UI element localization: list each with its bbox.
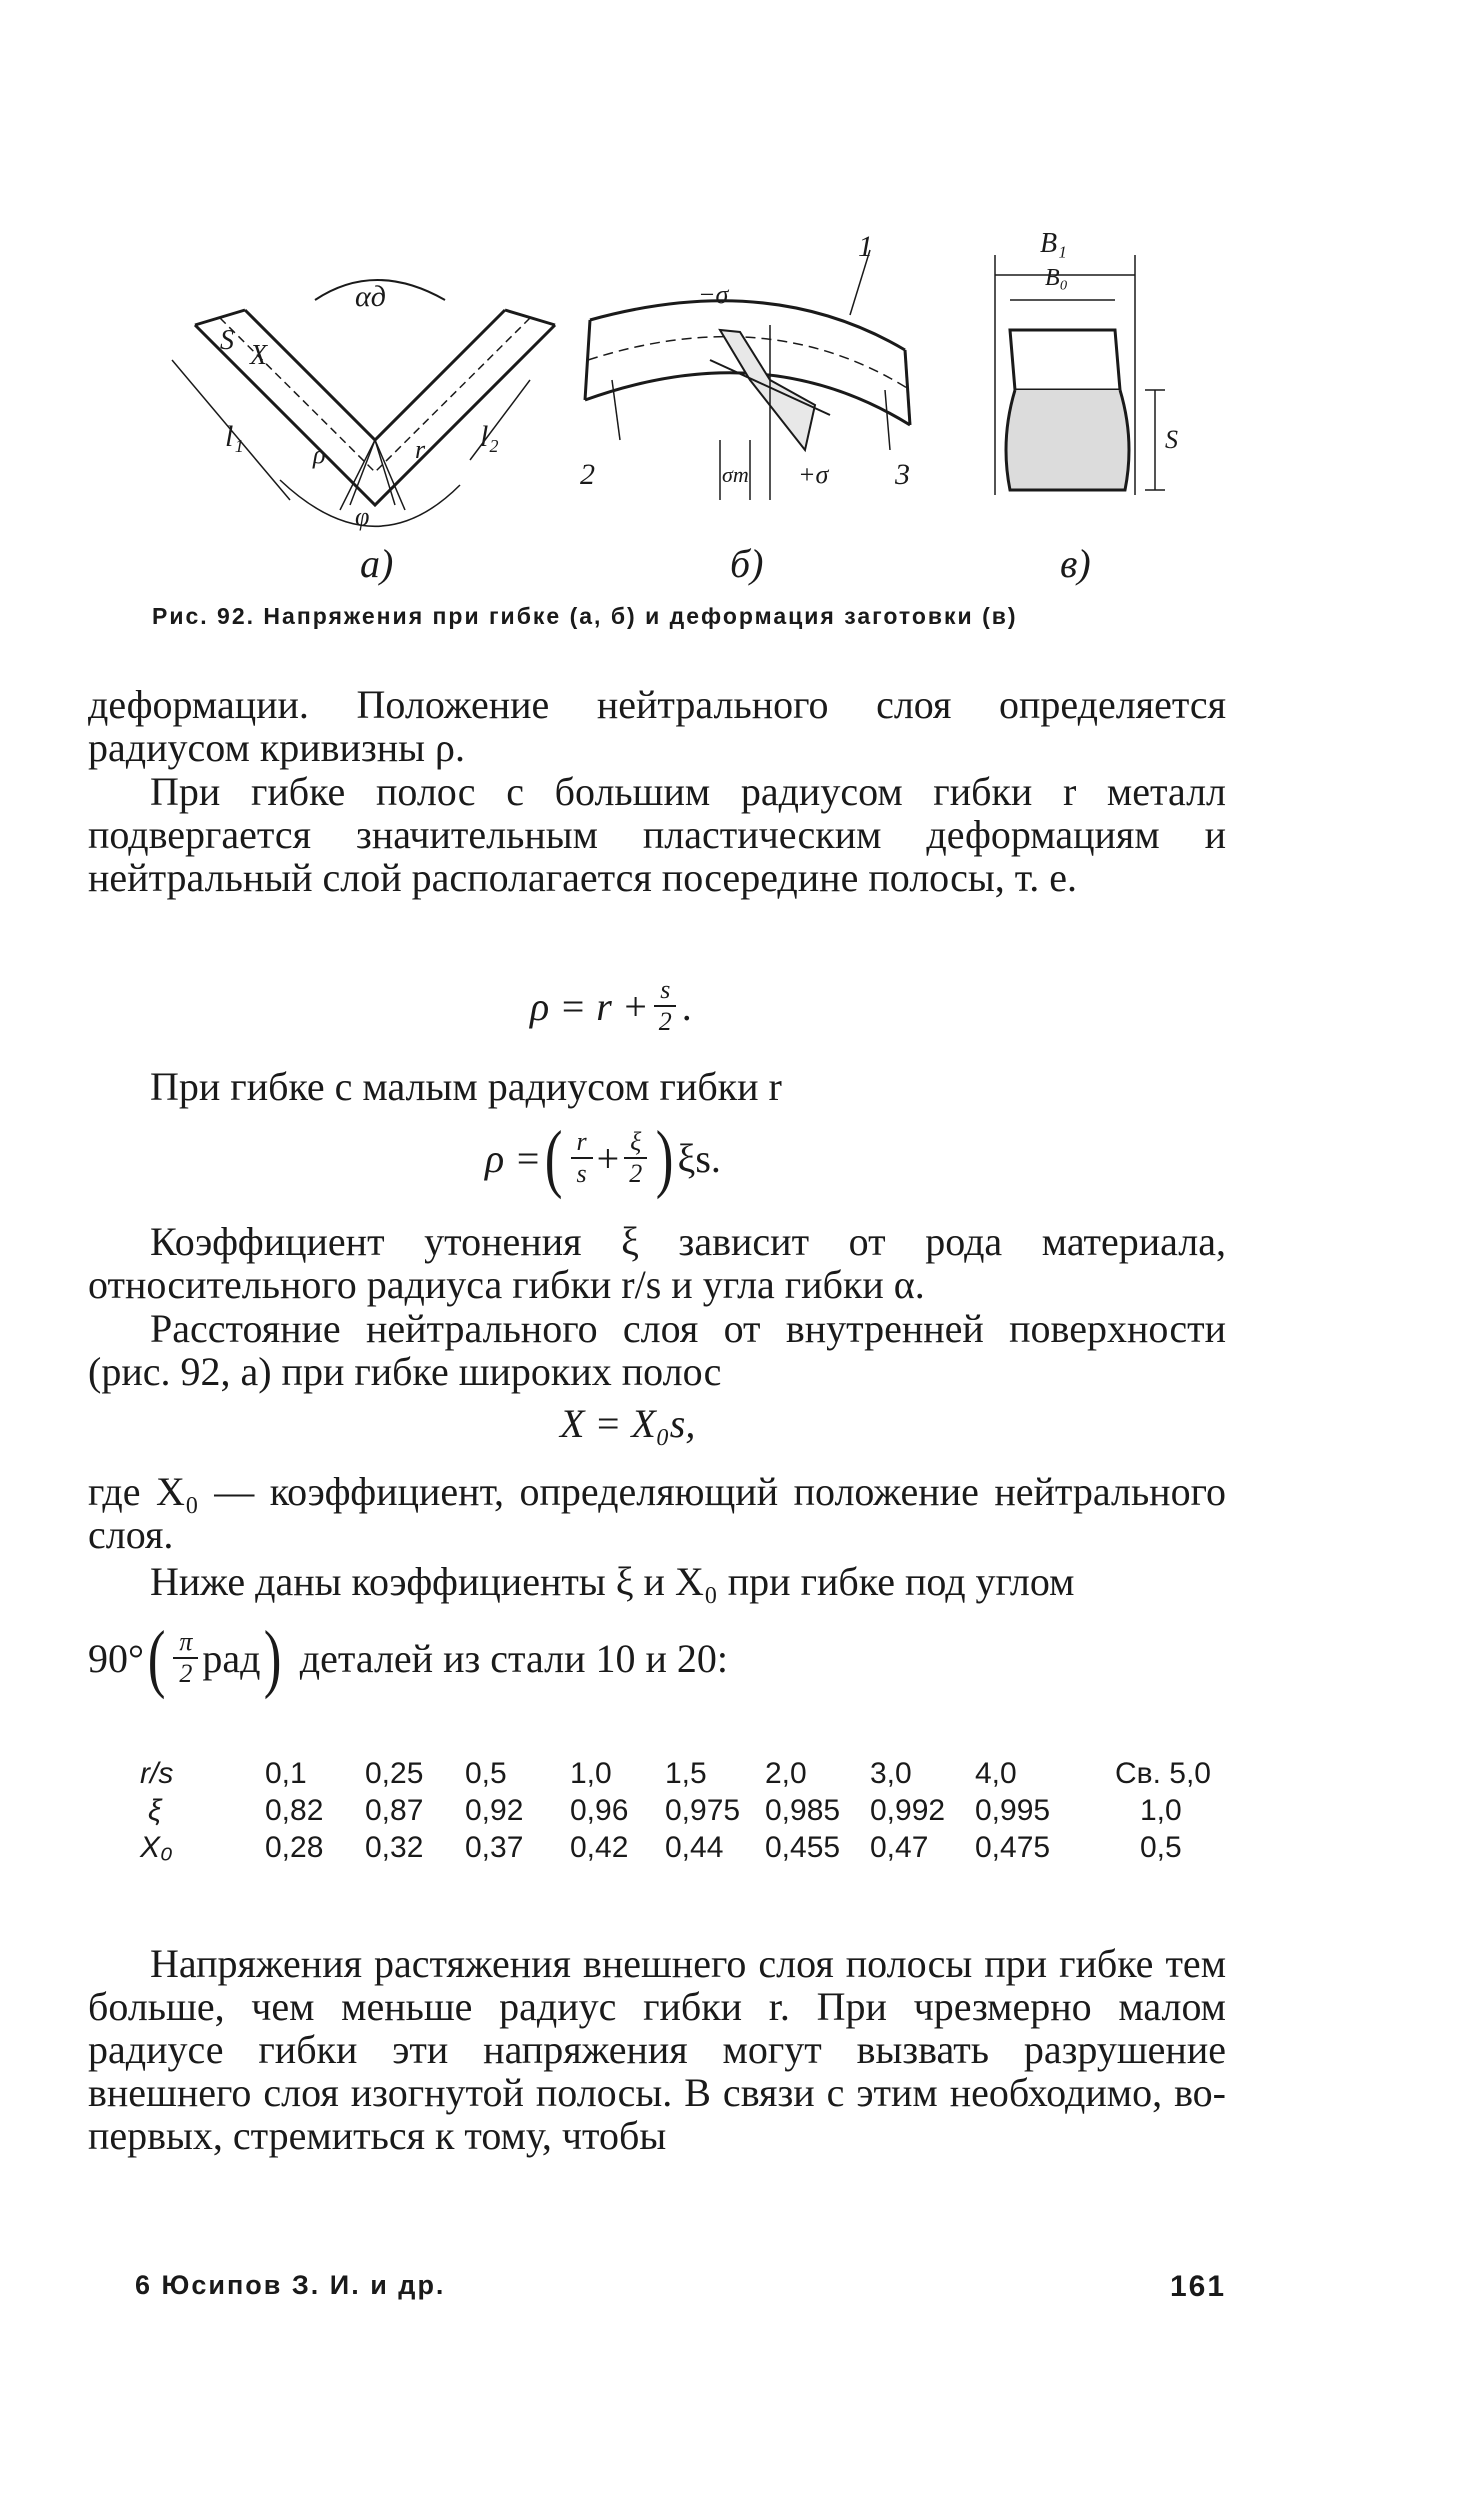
figure-a-bent-strip bbox=[172, 280, 555, 526]
formula-4-num: π bbox=[173, 1627, 198, 1659]
formula-1-den: 2 bbox=[658, 1007, 672, 1036]
table-header-cell: ξ bbox=[148, 1794, 162, 1827]
page-number: 161 bbox=[1170, 2270, 1227, 2303]
table-header-cell: r/s bbox=[140, 1757, 174, 1790]
table-cell: 0,475 bbox=[975, 1831, 1051, 1864]
formula-4-den: 2 bbox=[179, 1659, 193, 1688]
label-l1: l₁ bbox=[225, 420, 244, 453]
formula-1-end: . bbox=[681, 983, 692, 1029]
table-cell: 4,0 bbox=[975, 1757, 1017, 1790]
table-cell: 0,25 bbox=[365, 1757, 424, 1790]
table-cell: 0,42 bbox=[570, 1831, 629, 1864]
formula-4-post: деталей из стали 10 и 20: bbox=[299, 1635, 728, 1681]
formula-4-fraction bbox=[173, 1627, 198, 1689]
formula-2-lhs: ρ = bbox=[485, 1135, 542, 1181]
formula-rho-small-radius bbox=[485, 1116, 721, 1200]
table-cell: 1,0 bbox=[1140, 1794, 1182, 1827]
table-cell: 0,92 bbox=[465, 1794, 524, 1827]
table-cell: 1,0 bbox=[570, 1757, 612, 1790]
label-alpha: αд bbox=[355, 280, 386, 313]
formula-2-b-num: ξ bbox=[624, 1127, 647, 1159]
formula-rho-large-radius bbox=[530, 975, 692, 1037]
formula-1-lhs: ρ = r + bbox=[530, 983, 649, 1029]
label-r: r bbox=[415, 435, 426, 464]
formula-2-b-den: 2 bbox=[629, 1159, 643, 1188]
formula-2-plus: + bbox=[596, 1135, 620, 1181]
label-a: а) bbox=[360, 541, 394, 586]
label-v: в) bbox=[1060, 541, 1091, 586]
label-sigma-minus: −σ bbox=[698, 280, 729, 309]
label-2: 2 bbox=[580, 458, 595, 491]
formula-2-a-num: r bbox=[571, 1127, 593, 1159]
label-s: S bbox=[220, 325, 234, 356]
figure-92 bbox=[150, 228, 1230, 586]
table-cell: 0,455 bbox=[765, 1831, 841, 1864]
table-cell: 0,32 bbox=[365, 1831, 424, 1864]
formula-2-fraction-a bbox=[571, 1127, 593, 1189]
formula-2-end: ξs. bbox=[677, 1135, 721, 1181]
paragraph-8: Напряжения растяжения внешнего слоя полосы при гибке тем больше, чем меньше радиус гибки r. При чрезмерно малом радиусе гибки эти напряжения могут вызвать разрушение внешнего слоя изогнутой полосы. В связи с этим необходимо, во-первых, стремиться к тому, чтобы bbox=[88, 1941, 1226, 2158]
formula-2-fraction-b bbox=[623, 1127, 648, 1189]
table-cell: 0,87 bbox=[365, 1794, 424, 1827]
label-x: X bbox=[250, 340, 268, 371]
paragraph-6: где X₀ — коэффициент, определяющий положение нейтрального слоя. bbox=[88, 1469, 1226, 1557]
formula-4-close-paren: ) bbox=[264, 1616, 282, 1700]
table-cell: 0,47 bbox=[870, 1831, 929, 1864]
label-rho: ρ bbox=[313, 440, 326, 469]
figure-v-blank-section bbox=[995, 255, 1165, 495]
table-cell: 0,995 bbox=[975, 1794, 1051, 1827]
table-cell: 0,37 bbox=[465, 1831, 524, 1864]
formula-2-a-den: s bbox=[576, 1159, 587, 1188]
table-cell: 0,82 bbox=[265, 1794, 324, 1827]
paragraph-7: Ниже даны коэффициенты ξ и X₀ при гибке под углом bbox=[150, 1559, 1075, 1604]
label-s-right: S bbox=[1165, 425, 1178, 454]
table-cell: 0,992 bbox=[870, 1794, 946, 1827]
formula-x: X = X₀s, bbox=[560, 1401, 696, 1446]
figure-caption: Рис. 92. Напряжения при гибке (а, б) и деформация заготовки (в) bbox=[152, 603, 1018, 629]
formula-1-num: s bbox=[654, 975, 676, 1007]
table-cell: 3,0 bbox=[870, 1757, 912, 1790]
paragraph-1: деформации. Положение нейтрального слоя определяется радиусом кривизны ρ. bbox=[88, 682, 1226, 770]
formula-4-open-paren: ( bbox=[147, 1616, 166, 1700]
table-cell: 1,5 bbox=[665, 1757, 707, 1790]
table-cell: 2,0 bbox=[765, 1757, 807, 1790]
table-cell: 0,5 bbox=[465, 1757, 507, 1790]
label-1: 1 bbox=[858, 230, 873, 263]
formula-1-fraction bbox=[653, 975, 678, 1037]
table-cell: 0,44 bbox=[665, 1831, 724, 1864]
table-cell: 0,28 bbox=[265, 1831, 324, 1864]
formula-2-open-paren: ( bbox=[545, 1116, 563, 1200]
table-header-cell: X₀ bbox=[140, 1831, 173, 1864]
table-cell: Св. 5,0 bbox=[1115, 1757, 1211, 1790]
table-cell: 0,985 bbox=[765, 1794, 841, 1827]
table-cell: 0,975 bbox=[665, 1794, 741, 1827]
footer-signature: 6 Юсипов З. И. и др. bbox=[135, 2270, 446, 2300]
table-cell: 0,96 bbox=[570, 1794, 629, 1827]
label-b: б) bbox=[730, 541, 764, 586]
paragraph-4: Коэффициент утонения ξ зависит от рода материала, относительного радиуса гибки r/s и угла гибки α. bbox=[88, 1219, 1226, 1307]
formula-4-unit: рад bbox=[202, 1635, 261, 1681]
label-b0: B₀ bbox=[1045, 265, 1069, 291]
formula-2-close-paren: ) bbox=[656, 1116, 674, 1200]
label-sigma-plus: +σ bbox=[798, 460, 829, 489]
label-phi: φ bbox=[355, 502, 370, 531]
table-cell: 0,5 bbox=[1140, 1831, 1182, 1864]
formula-4-pre: 90° bbox=[88, 1635, 144, 1681]
label-sigma-t: σт bbox=[722, 462, 749, 487]
formula-angle bbox=[88, 1616, 728, 1700]
label-b1: B₁ bbox=[1040, 228, 1067, 259]
table-cell: 0,1 bbox=[265, 1757, 307, 1790]
paragraph-2: При гибке полос с большим радиусом гибки r металл подвергается значительным пластическим деформациям и нейтральный слой располагается посередине полосы, т. е. bbox=[88, 769, 1226, 900]
paragraph-3: При гибке с малым радиусом гибки r bbox=[150, 1064, 782, 1109]
label-3: 3 bbox=[895, 458, 910, 491]
label-l2: l₂ bbox=[480, 420, 499, 453]
paragraph-5: Расстояние нейтрального слоя от внутренней поверхности (рис. 92, а) при гибке широких полос bbox=[88, 1306, 1226, 1394]
